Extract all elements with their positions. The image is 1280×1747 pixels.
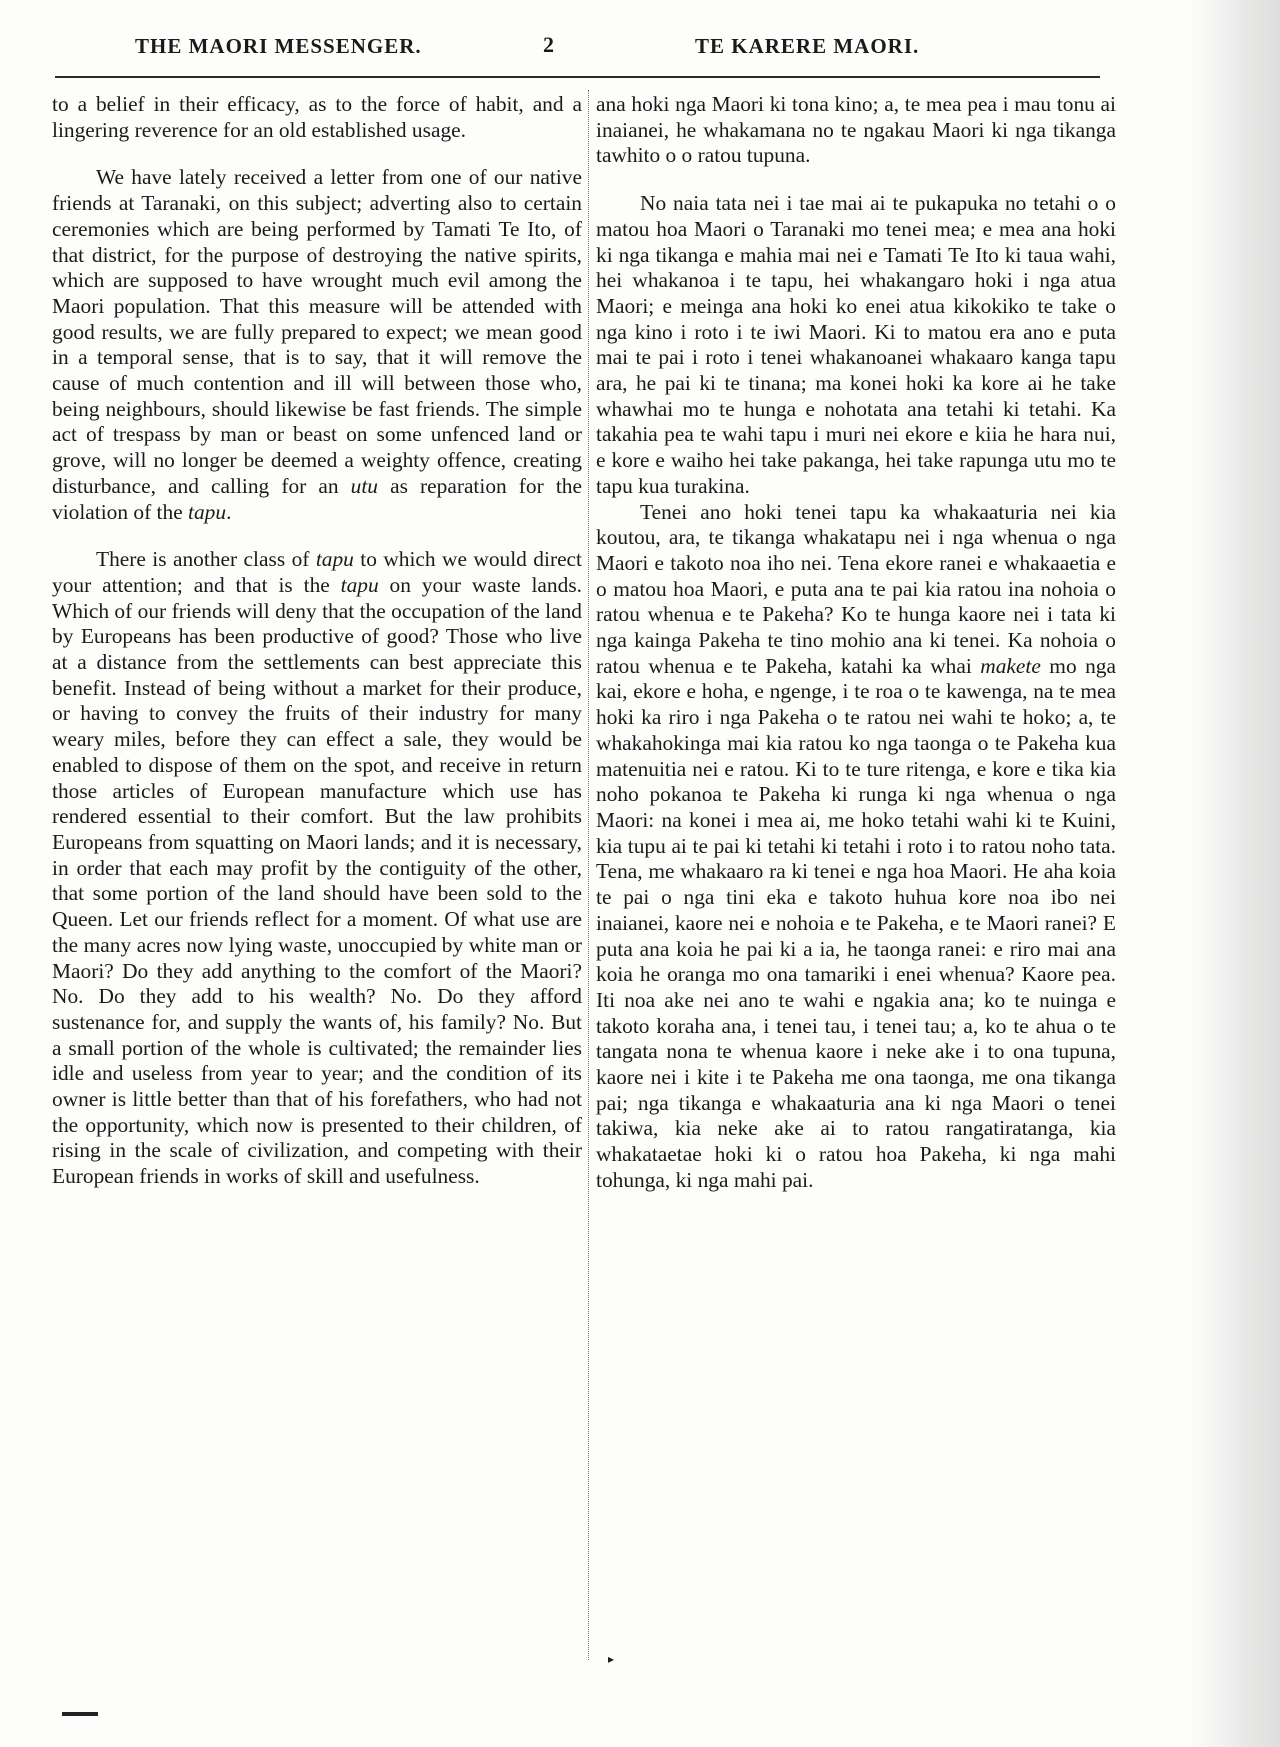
page-header (55, 30, 1100, 64)
english-title: THE MAORI MESSENGER. (135, 34, 422, 58)
maori-column (596, 92, 1116, 1194)
maori-paragraph-1: ana hoki nga Maori ki tona kino; a, te mea pea i mau tonu ai inaianei, he whakamana no te ngakau Maori ki nga tikanga tawhito o o ratou tupuna. (596, 92, 1116, 168)
maori-title: TE KARERE MAORI. (695, 34, 920, 58)
footer-mark (62, 1712, 98, 1716)
column-divider (588, 90, 589, 1660)
header-rule (55, 76, 1100, 78)
page-edge-shadow (1185, 0, 1280, 1747)
english-paragraph-1: to a belief in their efficacy, as to the force of habit, and a lingering reverence for an old established usage. (52, 92, 582, 142)
page-number: 2 (543, 32, 555, 57)
english-column (52, 92, 582, 1190)
maori-paragraph-3: Tenei ano hoki tenei tapu ka whakaaturia nei kia koutou, ara, te tikanga whakatapu nei i nga whenua o nga Maori e takoto noa iho nei. Tena ekore ranei e whakaaetia e o matou hoa Maori, e puta ana te pai kia ratou ina nohoia o ratou whenua e te Pakeha? Ko te hunga kaore nei i tata ki nga kainga Pakeha te tino mohio ana ki tenei. Ka nohoia o ratou whenua e te Pakeha, katahi ka whai makete mo nga kai, ekore e hoha, e ngenge, i te roa o te kawenga, na te mea hoki ka riro i nga Pakeha o te ratou nei wahi te hoko; a, te whakahokinga mai kia ratou ko nga taonga o te Pakeha kua matenuitia nei e ratou. Ki to te ture ritenga, e kore e tika kia noho pokanoa te Pakeha ki runga ki nga whenua o nga Maori: na konei i mea ai, me hoko tetahi wahi ki te Kuini, kia tupu ai te pai ki tetahi ki tetahi i roto i to ratou noho tata. Tena, me whakaaro ra ki tenei e nga hoa Maori. He aha koia te pai o nga tini eka e takoto huhua kore noa ibo nei inaianei, kaore nei e nohoia e te Pakeha, e te Maori ranei? E puta ana koia he pai ki a ia, he taonga ranei: e riro mai ana koia he oranga mo ona tamariki i enei whenua? Kaore pea. Iti noa ake nei ano te wahi e ngakia ana; ko te nuinga e takoto koraha ana, i tenei tau, i tenei tau; a, ko te ahua o te tangata nona te whenua kaore i neke ake i to ona tupuna, kaore nei i kite i te Pakeha me ona taonga, me ona tikanga pai; nga tikanga e whakaaturia ana ki nga Maori o tenei takiwa, kia neke ake ai to ratou rangatiratanga, kia whakataetae hoki ki o ratou hoa Pakeha, ki nga mahi tohunga, ki nga mahi pai. (596, 499, 1116, 1192)
english-paragraph-2: We have lately received a letter from one of our native friends at Taranaki, on this subject; adverting also to certain ceremonies which are being performed by Tamati Te Ito, of that district, for the purpose of destroying the native spirits, which are supposed to have wrought much evil among the Maori population. That this measure will be attended with good results, we are fully prepared to expect; we mean good in a temporal sense, that is to say, that it will remove the cause of much contention and ill will between those who, being neighbours, should likewise be fast friends. The simple act of trespass by man or beast on some unfenced land or grove, will no longer be deemed a weighty offence, creating disturbance, and calling for an utu as reparation for the violation of the tapu. (52, 165, 582, 524)
maori-paragraph-2: No naia tata nei i tae mai ai te pukapuka no tetahi o o matou hoa Maori o Taranaki mo tenei mea; e mea ana hoki ki nga tikanga e mahia mai nei e Tamati Te Ito ki taua wahi, hei whakanoa i te tapu, hei whakangaro hoki i nga atua Maori; e meinga ana hoki ko enei atua kikokiko te take o nga kino i roto i te iwi Maori. Ki to matou era ano e puta mai te pai i roto i tenei whakanoanei whakaaro kanga tapu ara, he pai ki te tinana; ma konei hoki ka kore ai he take whawhai mo te hunga e nohotata ana tetahi ki tetahi. Ka takahia pea te wahi tapu i muri nei ekore e kiia he hara nui, e kore e waiho hei take pakanga, hei take rapunga utu mo te tapu kua turakina. (596, 191, 1116, 498)
english-paragraph-3: There is another class of tapu to which we would direct your attention; and that is the tapu on your waste lands. Which of our friends will deny that the occupation of the land by Europeans has been productive of good? Those who live at a distance from the settlements can best appreciate this benefit. Instead of being without a market for their produce, or having to convey the fruits of their industry for many weary miles, before they can effect a sale, they would be enabled to dispose of them on the spot, and receive in return those articles of European manufacture which use has rendered essential to their comfort. But the law prohibits Europeans from squatting on Maori lands; and it is necessary, in order that each may profit by the contiguity of the other, that some portion of the land should have been sold to the Queen. Let our friends reflect for a moment. Of what use are the many acres now lying waste, unoccupied by white man or Maori? Do they add anything to the comfort of the Maori? No. Do they add to his wealth? No. Do they afford sustenance for, and supply the wants of, his family? No. But a small portion of the whole is cultivated; the remainder lies idle and useless from year to year; and the condition of its owner is little better than that of his forefathers, who had not the opportunity, which now is presented to their children, of rising in the scale of civilization, and competing with their European friends in works of skill and usefulness. (52, 547, 582, 1189)
column-end-mark: ▸ (608, 1652, 615, 1666)
